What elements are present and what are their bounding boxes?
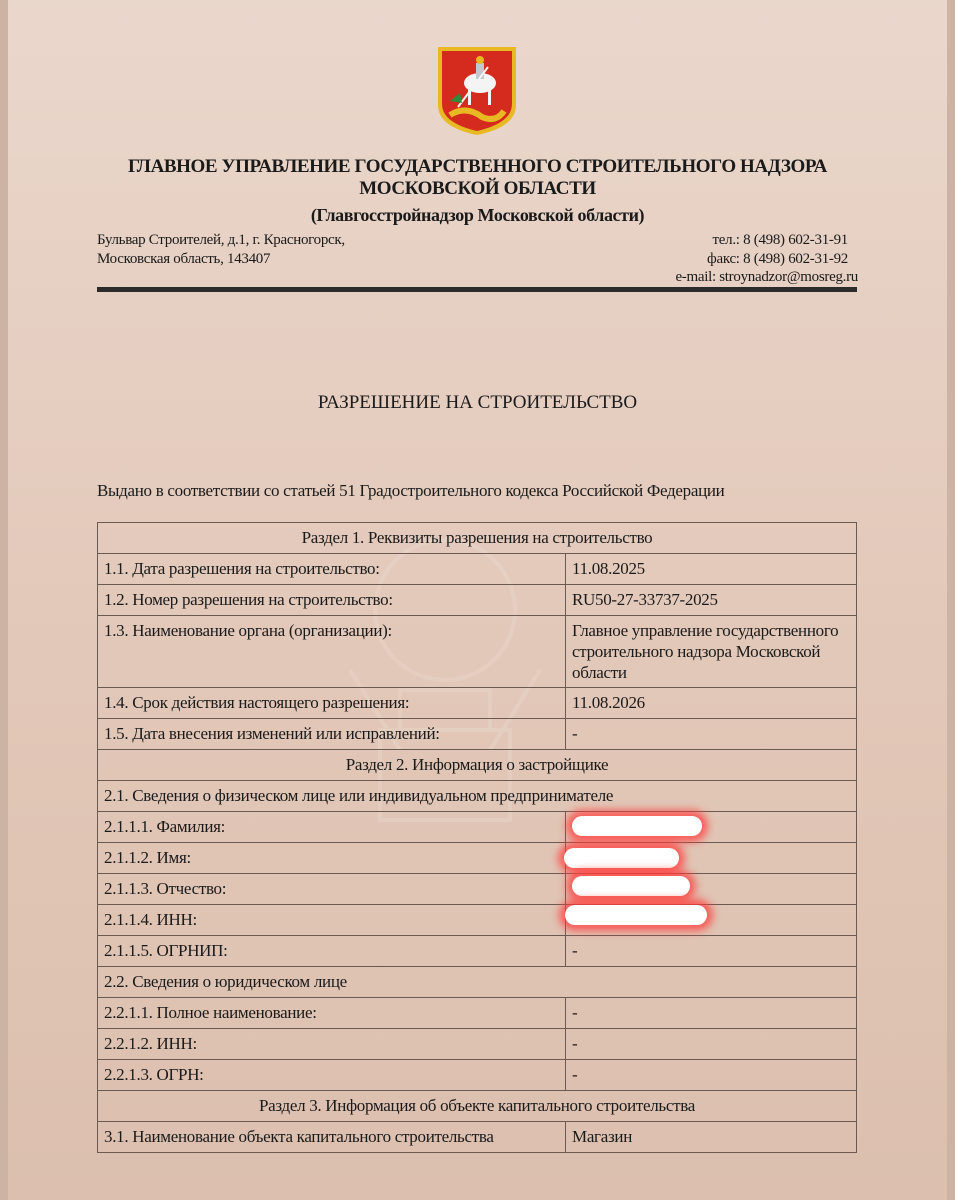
- section3-title: Раздел 3. Информация об объекте капитального строительства: [98, 1091, 857, 1122]
- ogrn-value: -: [566, 1060, 857, 1091]
- row-label: 1.4. Срок действия настоящего разрешения:: [98, 688, 566, 719]
- subsection-individual: 2.1. Сведения о физическом лице или индивидуальном предпринимателе: [98, 781, 857, 812]
- section2-title: Раздел 2. Информация о застройщике: [98, 750, 857, 781]
- table-row: [98, 936, 857, 967]
- fax: факс: 8 (498) 602-31-92: [707, 251, 848, 267]
- section1-title: Раздел 1. Реквизиты разрешения на строительство: [98, 523, 857, 554]
- subsection-legal-entity: 2.2. Сведения о юридическом лице: [98, 967, 857, 998]
- row-label: 1.3. Наименование органа (организации):: [98, 616, 566, 688]
- table-row: [98, 874, 857, 905]
- table-row: [98, 585, 857, 616]
- issued-basis: Выдано в соответствии со статьей 51 Градостроительного кодекса Российской Федерации: [97, 481, 725, 500]
- email-link[interactable]: e-mail: stroynadzor@mosreg.ru: [675, 269, 858, 285]
- issuing-authority: Главное управление государственного строительного надзора Московской области: [566, 616, 857, 688]
- table-row: [98, 967, 857, 998]
- permit-table: [97, 522, 857, 1153]
- amendment-date: -: [566, 719, 857, 750]
- legal-name-value: -: [566, 998, 857, 1029]
- table-row: [98, 688, 857, 719]
- phone: тел.: 8 (498) 602-31-91: [712, 232, 848, 248]
- redaction-mark: [572, 816, 702, 836]
- row-label: 2.2.1.2. ИНН:: [98, 1029, 566, 1060]
- moscow-oblast-coat-of-arms-icon: [436, 45, 518, 137]
- document-title: РАЗРЕШЕНИЕ НА СТРОИТЕЛЬСТВО: [317, 392, 638, 413]
- section-header-row: [98, 750, 857, 781]
- permit-number: RU50-27-33737-2025: [566, 585, 857, 616]
- row-label: 2.1.1.4. ИНН:: [98, 905, 566, 936]
- row-label: 2.1.1.2. Имя:: [98, 843, 566, 874]
- row-label: 2.2.1.1. Полное наименование:: [98, 998, 566, 1029]
- table-row: [98, 554, 857, 585]
- table-row: [98, 781, 857, 812]
- table-row: [98, 843, 857, 874]
- ogrnip-value: -: [566, 936, 857, 967]
- row-label: 2.1.1.1. Фамилия:: [98, 812, 566, 843]
- address-line2: Московская область, 143407: [97, 251, 271, 267]
- table-row: [98, 905, 857, 936]
- legal-inn-value: -: [566, 1029, 857, 1060]
- table-row: [98, 812, 857, 843]
- row-label: 1.1. Дата разрешения на строительство:: [98, 554, 566, 585]
- header-divider: [97, 287, 857, 292]
- org-short-name: (Главгосстройнадзор Московской области): [310, 205, 645, 225]
- table-row: [98, 719, 857, 750]
- row-label: 1.2. Номер разрешения на строительство:: [98, 585, 566, 616]
- table-row: [98, 998, 857, 1029]
- org-name-line2: МОСКОВСКОЙ ОБЛАСТИ: [359, 178, 596, 199]
- org-name-line1: ГЛАВНОЕ УПРАВЛЕНИЕ ГОСУДАРСТВЕННОГО СТРОИТЕЛЬНОГО НАДЗОРА: [127, 156, 827, 177]
- redaction-mark: [572, 876, 690, 896]
- row-label: 2.1.1.5. ОГРНИП:: [98, 936, 566, 967]
- permit-date: 11.08.2025: [566, 554, 857, 585]
- row-label: 1.5. Дата внесения изменений или исправлений:: [98, 719, 566, 750]
- table-row: [98, 1122, 857, 1153]
- validity-date: 11.08.2026: [566, 688, 857, 719]
- redaction-mark: [565, 905, 707, 925]
- row-label: 3.1. Наименование объекта капитального строительства: [98, 1122, 566, 1153]
- section-header-row: [98, 523, 857, 554]
- section-header-row: [98, 1091, 857, 1122]
- row-label: 2.2.1.3. ОГРН:: [98, 1060, 566, 1091]
- redaction-mark: [564, 848, 679, 868]
- object-name: Магазин: [566, 1122, 857, 1153]
- table-row: [98, 1060, 857, 1091]
- address-line1: Бульвар Строителей, д.1, г. Красногорск,: [97, 232, 345, 248]
- table-row: [98, 616, 857, 688]
- row-label: 2.1.1.3. Отчество:: [98, 874, 566, 905]
- table-row: [98, 1029, 857, 1060]
